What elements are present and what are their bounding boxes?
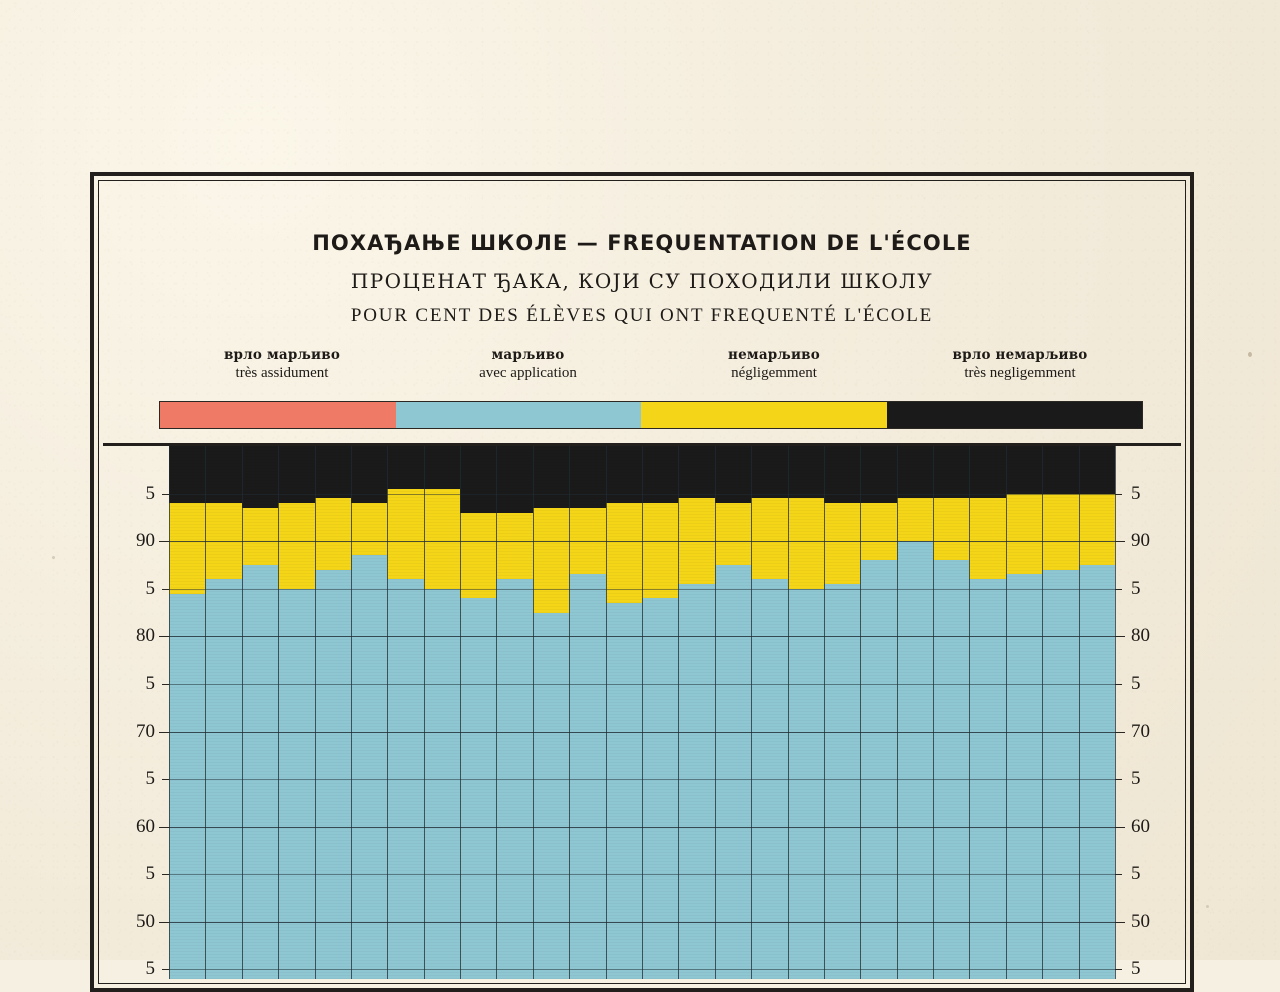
bar-segment-negligemment <box>933 498 969 560</box>
axis-tick-label-right: 5 <box>1131 958 1141 980</box>
subtitle-serbian: ПРОЦЕНАТ ЂАКА, КОЈИ СУ ПОХОДИЛИ ШКОЛУ <box>350 269 934 293</box>
bar-column <box>533 446 569 979</box>
bar-column <box>1079 446 1115 979</box>
legend-item-tres-assidument <box>159 347 405 383</box>
bar-segment-avec-application <box>824 584 860 979</box>
paper-speck <box>1248 352 1252 357</box>
legend-swatch-red <box>160 402 396 428</box>
bar-segment-tres-negligemment <box>205 446 241 503</box>
bar-column <box>715 446 751 979</box>
axis-tickmark-right <box>1115 684 1122 685</box>
bar-segment-avec-application <box>424 589 460 979</box>
axis-tickmark-right <box>1115 969 1122 970</box>
axis-tick-label-left: 50 <box>136 910 155 932</box>
bar-segment-tres-negligemment <box>278 446 314 503</box>
bar-column <box>933 446 969 979</box>
axis-tick-label-right: 70 <box>1131 720 1150 742</box>
chart-area <box>103 443 1181 979</box>
bar-segment-tres-negligemment <box>1079 446 1115 494</box>
bar-column <box>1042 446 1078 979</box>
axis-tickmark-left <box>162 969 169 970</box>
legend-label-sr: немарљиво <box>728 347 820 363</box>
bar-segment-negligemment <box>424 489 460 589</box>
bar-column <box>897 446 933 979</box>
axis-tick-label-left: 5 <box>145 672 155 694</box>
bar-segment-avec-application <box>1042 570 1078 979</box>
axis-tick-label-left: 5 <box>145 577 155 599</box>
axis-tickmark-right <box>1115 779 1122 780</box>
axis-tick-label-left: 5 <box>145 863 155 885</box>
bar-column <box>569 446 605 979</box>
bar-column <box>278 446 314 979</box>
bar-segment-avec-application <box>642 598 678 979</box>
bar-segment-negligemment <box>860 503 896 560</box>
axis-left <box>103 446 172 979</box>
bar-segment-negligemment <box>715 503 751 565</box>
bar-column <box>860 446 896 979</box>
bar-segment-avec-application <box>1079 565 1115 979</box>
bar-segment-negligemment <box>751 498 787 579</box>
bar-segment-tres-negligemment <box>969 446 1005 498</box>
axis-tick-label-right: 5 <box>1131 482 1141 504</box>
bar-column <box>387 446 423 979</box>
axis-tickmark-right <box>1115 874 1122 875</box>
legend-label-sr: марљиво <box>491 347 565 363</box>
axis-tick-label-left: 5 <box>145 768 155 790</box>
bar-column <box>351 446 387 979</box>
bar-segment-tres-negligemment <box>642 446 678 503</box>
axis-tick-label-left: 5 <box>145 482 155 504</box>
bar-segment-avec-application <box>242 565 278 979</box>
axis-tick-label-right: 5 <box>1131 863 1141 885</box>
bar-segment-tres-negligemment <box>715 446 751 503</box>
bar-segment-negligemment <box>788 498 824 588</box>
axis-tickmark-right <box>1115 541 1125 542</box>
legend-label-fr: très assidument <box>235 364 329 381</box>
plate-inner-border <box>98 180 1186 984</box>
bar-segment-negligemment <box>351 503 387 555</box>
axis-tickmark-right <box>1115 494 1122 495</box>
bar-segment-tres-negligemment <box>351 446 387 503</box>
bar-segment-negligemment <box>315 498 351 569</box>
axis-tick-label-right: 60 <box>1131 815 1150 837</box>
axis-tickmark-left <box>162 589 169 590</box>
bar-segment-tres-negligemment <box>788 446 824 498</box>
bar-segment-negligemment <box>460 513 496 599</box>
chart-plate <box>90 172 1194 992</box>
bar-segment-avec-application <box>496 579 532 979</box>
bar-segment-tres-negligemment <box>315 446 351 498</box>
paper-speck <box>52 556 55 559</box>
paper-speck <box>1206 905 1209 908</box>
axis-tick-label-left: 60 <box>136 815 155 837</box>
bar-segment-avec-application <box>387 579 423 979</box>
legend-item-tres-negligemment <box>897 347 1143 383</box>
axis-tickmark-right <box>1115 636 1125 637</box>
bar-column <box>496 446 532 979</box>
bar-segment-avec-application <box>315 570 351 979</box>
axis-right <box>1112 446 1181 979</box>
bar-segment-tres-negligemment <box>897 446 933 498</box>
legend-item-avec-application <box>405 347 651 383</box>
bar-segment-tres-negligemment <box>533 446 569 508</box>
axis-tickmark-right <box>1115 922 1125 923</box>
bar-segment-negligemment <box>897 498 933 541</box>
axis-tick-label-left: 90 <box>136 530 155 552</box>
bar-column <box>424 446 460 979</box>
axis-tick-label-right: 90 <box>1131 530 1150 552</box>
bar-segment-negligemment <box>1042 494 1078 570</box>
axis-tickmark-left <box>162 779 169 780</box>
bar-segment-negligemment <box>496 513 532 580</box>
bar-segment-tres-negligemment <box>751 446 787 498</box>
bar-segment-avec-application <box>678 584 714 979</box>
bar-segment-negligemment <box>533 508 569 613</box>
bar-column <box>969 446 1005 979</box>
bar-segment-negligemment <box>569 508 605 575</box>
bar-segment-negligemment <box>387 489 423 579</box>
bar-segment-tres-negligemment <box>933 446 969 498</box>
bar-segment-tres-negligemment <box>678 446 714 498</box>
bar-column <box>751 446 787 979</box>
bar-segment-tres-negligemment <box>824 446 860 503</box>
bar-column <box>788 446 824 979</box>
bar-segment-tres-negligemment <box>424 446 460 489</box>
bar-segment-avec-application <box>169 594 205 979</box>
bar-segment-avec-application <box>860 560 896 979</box>
bar-segment-avec-application <box>933 560 969 979</box>
legend-color-bar <box>159 401 1143 429</box>
bar-segment-tres-negligemment <box>460 446 496 513</box>
page-title: ПОХАЂАЊЕ ШКОЛЕ — FREQUENTATION DE L'ÉCOLE <box>312 231 972 255</box>
bar-segment-negligemment <box>278 503 314 589</box>
legend-label-sr: врло немарљиво <box>952 347 1088 363</box>
bar-column <box>315 446 351 979</box>
bar-segment-avec-application <box>351 555 387 979</box>
bar-segment-avec-application <box>205 579 241 979</box>
axis-tickmark-right <box>1115 827 1125 828</box>
axis-tick-label-left: 70 <box>136 720 155 742</box>
bar-segment-avec-application <box>606 603 642 979</box>
plot-canvas <box>169 446 1115 979</box>
bar-segment-tres-negligemment <box>606 446 642 503</box>
axis-tickmark-right <box>1115 732 1125 733</box>
bar-segment-negligemment <box>205 503 241 579</box>
axis-tickmark-left <box>159 541 169 542</box>
bar-segment-tres-negligemment <box>496 446 532 513</box>
bar-segment-negligemment <box>242 508 278 565</box>
bar-segment-tres-negligemment <box>860 446 896 503</box>
legend-swatch-black <box>887 402 1142 428</box>
bar-segment-avec-application <box>1006 574 1042 979</box>
bar-segment-avec-application <box>533 613 569 979</box>
bar-column <box>824 446 860 979</box>
bar-segment-negligemment <box>969 498 1005 579</box>
bar-column <box>606 446 642 979</box>
axis-tick-label-right: 5 <box>1131 672 1141 694</box>
bar-segment-avec-application <box>715 565 751 979</box>
bar-segment-negligemment <box>1006 494 1042 575</box>
legend-label-sr: врло марљиво <box>223 347 341 363</box>
bar-segment-tres-negligemment <box>1042 446 1078 494</box>
axis-tick-label-left: 5 <box>145 958 155 980</box>
bar-segment-tres-negligemment <box>242 446 278 508</box>
legend-swatch-blue <box>396 402 642 428</box>
title-block <box>99 231 1185 327</box>
bar-segment-tres-negligemment <box>569 446 605 508</box>
legend-item-negligemment <box>651 347 897 383</box>
bar-segment-negligemment <box>642 503 678 598</box>
bar-column <box>678 446 714 979</box>
legend-label-fr: négligemment <box>731 364 817 381</box>
legend-label-fr: très negligemment <box>964 364 1076 381</box>
axis-tick-label-right: 5 <box>1131 577 1141 599</box>
axis-tick-label-right: 5 <box>1131 768 1141 790</box>
bar-column <box>242 446 278 979</box>
axis-tickmark-right <box>1115 589 1122 590</box>
legend-swatch-yellow <box>641 402 887 428</box>
axis-tickmark-left <box>159 732 169 733</box>
axis-tick-label-left: 80 <box>136 625 155 647</box>
bar-column <box>460 446 496 979</box>
bar-segment-negligemment <box>1079 494 1115 565</box>
bar-segment-tres-negligemment <box>169 446 205 503</box>
bar-column <box>642 446 678 979</box>
bar-segment-avec-application <box>788 589 824 979</box>
axis-tickmark-left <box>159 636 169 637</box>
bar-segment-negligemment <box>606 503 642 603</box>
axis-tick-label-right: 50 <box>1131 910 1150 932</box>
axis-tickmark-left <box>162 684 169 685</box>
axis-tick-label-right: 80 <box>1131 625 1150 647</box>
bar-column <box>205 446 241 979</box>
bar-column <box>1006 446 1042 979</box>
legend-label-fr: avec application <box>479 364 577 381</box>
bar-segment-tres-negligemment <box>387 446 423 489</box>
bar-column <box>169 446 205 979</box>
legend <box>159 347 1143 417</box>
bar-segment-negligemment <box>824 503 860 584</box>
axis-tickmark-left <box>162 494 169 495</box>
bar-segment-tres-negligemment <box>1006 446 1042 494</box>
bar-segment-avec-application <box>751 579 787 979</box>
bar-segment-negligemment <box>169 503 205 593</box>
bar-segment-negligemment <box>678 498 714 584</box>
axis-tickmark-left <box>159 827 169 828</box>
bar-segment-avec-application <box>278 589 314 979</box>
axis-tickmark-left <box>162 874 169 875</box>
subtitle-french: POUR CENT DES ÉLÈVES QUI ONT FREQUENTÉ L'ÉCOLE <box>350 305 934 326</box>
bar-segment-avec-application <box>969 579 1005 979</box>
bar-segment-avec-application <box>897 541 933 979</box>
axis-tickmark-left <box>159 922 169 923</box>
bar-segment-avec-application <box>460 598 496 979</box>
bar-segment-avec-application <box>569 574 605 979</box>
